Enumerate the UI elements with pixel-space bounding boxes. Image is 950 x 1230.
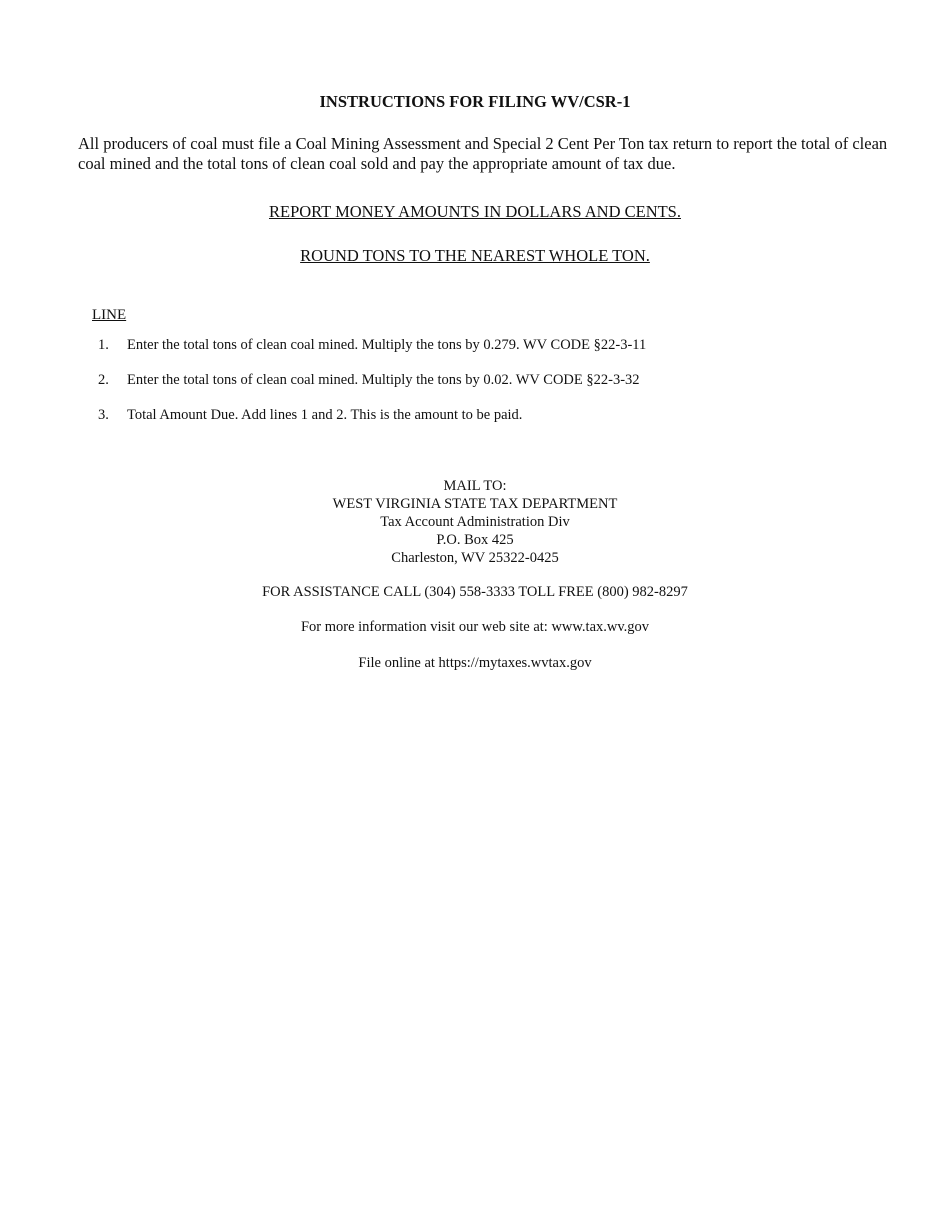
- mailing-address: [0, 477, 950, 567]
- assistance-phone: FOR ASSISTANCE CALL (304) 558-3333 TOLL FREE (800) 982-8297: [262, 584, 688, 600]
- mail-division: Tax Account Administration Div: [380, 514, 570, 530]
- page-title: INSTRUCTIONS FOR FILING WV/CSR-1: [319, 92, 631, 111]
- notice-round-tons: ROUND TONS TO THE NEAREST WHOLE TON.: [300, 246, 650, 265]
- line-header: LINE: [92, 307, 127, 323]
- intro-paragraph: All producers of coal must file a Coal Mining Assessment and Special 2 Cent Per Ton tax return to report the total of clean coal mined and the total tons of clean coal sold and pay the appropriate amount of tax due.: [78, 134, 888, 173]
- line-text: Total Amount Due. Add lines 1 and 2. This is the amount to be paid.: [127, 407, 523, 423]
- mail-po-box: P.O. Box 425: [436, 532, 514, 548]
- mail-department: WEST VIRGINIA STATE TAX DEPARTMENT: [332, 496, 618, 512]
- website-info: For more information visit our web site at: www.tax.wv.gov: [300, 619, 650, 635]
- notice-money-amounts: REPORT MONEY AMOUNTS IN DOLLARS AND CENTS.: [268, 202, 681, 221]
- file-online-info: File online at https://mytaxes.wvtax.gov: [358, 655, 592, 671]
- line-text: Enter the total tons of clean coal mined. Multiply the tons by 0.279. WV CODE §22-3-11: [127, 337, 647, 353]
- line-text: Enter the total tons of clean coal mined. Multiply the tons by 0.02. WV CODE §22-3-32: [127, 372, 640, 388]
- line-number: 3.: [98, 407, 109, 423]
- line-number: 2.: [98, 372, 109, 388]
- mail-to-label: MAIL TO:: [443, 478, 507, 494]
- mail-city: Charleston, WV 25322-0425: [391, 550, 559, 566]
- line-number: 1.: [98, 337, 109, 353]
